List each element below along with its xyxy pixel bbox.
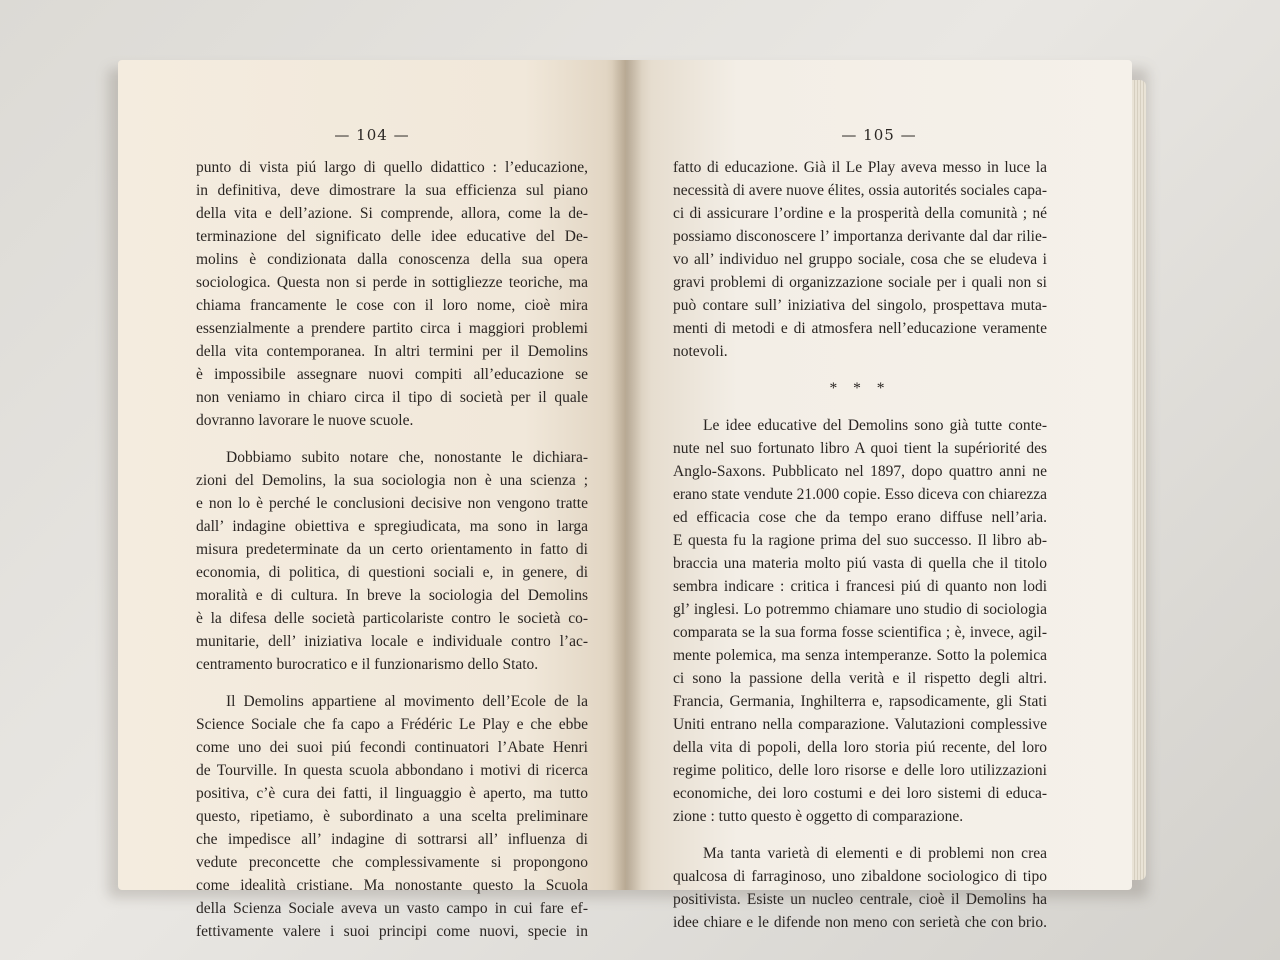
text-line: Anglo-Saxons. Pubblicato nel 1897, dopo quattro anni ne — [673, 463, 1047, 480]
text-line: punto di vista piú largo di quello didattico : l’educazione, — [196, 159, 588, 176]
text-line: economia, di politica, di questioni sociali e, in genere, di — [196, 564, 588, 581]
text-line: dall’ indagine obiettiva e spregiudicata, ma sono in larga — [196, 518, 588, 535]
paragraph-gap — [673, 828, 1047, 842]
left-page — [118, 60, 626, 940]
text-line: ed efficacia cose che da tempo erano diffuse nell’aria. — [673, 509, 1047, 526]
text-line: della Scienza Sociale aveva un vasto campo in cui fare ef- — [196, 900, 588, 917]
text-line: ci di assicurare l’ordine e la prosperità della comunità ; né — [673, 205, 1047, 222]
left-page-text — [196, 156, 588, 943]
text-line: in definitiva, deve dimostrare la sua efficienza sul piano — [196, 182, 588, 199]
text-line: positivista. Esiste un nucleo centrale, cioè il Demolins ha — [673, 891, 1047, 908]
paragraph-gap — [196, 676, 588, 690]
text-line: misura predeterminate da un certo orientamento in fatto di — [196, 541, 588, 558]
paragraph-gap — [673, 400, 1047, 414]
text-line: può contare sull’ iniziativa del singolo, prospettava muta- — [673, 297, 1047, 314]
page-number-104: — 104 — — [334, 126, 410, 144]
text-line: nute nel suo fortunato libro A quoi tient la supériorité des — [673, 440, 1047, 457]
paragraph-gap — [196, 432, 588, 446]
text-line: Dobbiamo subito notare che, nonostante le dichiara- — [226, 449, 588, 466]
text-line: Ma tanta varietà di elementi e di problemi non crea — [703, 845, 1047, 862]
section-separator: * * * — [829, 380, 891, 397]
book-gutter — [612, 60, 642, 890]
text-line: come idealità cristiane. Ma nonostante questo la Scuola — [196, 877, 588, 894]
text-line: gravi problemi di organizzazione sociale per i quali non si — [673, 274, 1047, 291]
text-line: zione : tutto questo è oggetto di comparazione. — [673, 808, 964, 825]
text-line: non veniamo in chiaro circa il tipo di società per il quale — [196, 389, 588, 406]
text-line: e non lo è perché le conclusioni decisive non vengono tratte — [196, 495, 588, 512]
text-line: necessità di avere nuove élites, ossia autorités sociales capa- — [673, 182, 1048, 199]
text-line: molins è condizionata dalla conoscenza della sua opera — [196, 251, 588, 268]
text-line: centramento burocratico e il funzionarismo dello Stato. — [196, 656, 539, 673]
text-line: zioni del Demolins, la sua sociologia non è una scienza ; — [196, 472, 588, 489]
text-line: terminazione del significato delle idee educative del De- — [196, 228, 588, 245]
text-line: fatto di educazione. Già il Le Play aveva messo in luce la — [673, 159, 1047, 176]
text-line: dovranno lavorare le nuove scuole. — [196, 412, 414, 429]
text-line: idee chiare e le difende non meno con serietà che con brio. — [673, 914, 1047, 931]
text-line: positiva, c’è cura dei fatti, il linguaggio è aperto, ma tutto — [196, 785, 588, 802]
text-line: è impossibile assegnare nuovi compiti all’educazione se — [196, 366, 588, 383]
text-line: questo, ripetiamo, è subordinato a una scelta preliminare — [196, 808, 588, 825]
text-line: Uniti entrano nella comparazione. Valutazioni complessive — [673, 716, 1047, 733]
paragraph-gap — [673, 363, 1047, 377]
text-line: gl’ inglesi. Lo potremmo chiamare uno studio di sociologia — [673, 601, 1047, 618]
text-line: come uno dei suoi piú fecondi continuatori l’Abate Henri — [196, 739, 588, 756]
text-line: che impedisce all’ indagine di sottrarsi all’ influenza di — [196, 831, 588, 848]
text-line: qualcosa di farraginoso, uno zibaldone sociologico di tipo — [673, 868, 1047, 885]
text-line: economiche, dei loro costumi e dei loro sistemi di educa- — [673, 785, 1047, 802]
text-line: Il Demolins appartiene al movimento dell’Ecole de la — [226, 693, 588, 710]
right-page-text — [673, 156, 1047, 934]
text-line: sembra indicare : critica i francesi piú di quanto non lodi — [673, 578, 1047, 595]
text-line: possiamo disconoscere l’ importanza derivante dal dar rilie- — [673, 228, 1047, 245]
text-line: fettivamente valere i suoi principi come nuovi, specie in — [196, 923, 588, 940]
right-page — [626, 60, 1132, 931]
text-line: braccia una materia molto piú vasta di quella che il titolo — [673, 555, 1047, 572]
text-line: chiama francamente le cose con il loro nome, cioè mira — [196, 297, 588, 314]
text-line: erano state vendute 21.000 copie. Esso diceva con chiarezza — [673, 486, 1047, 503]
text-line: vedute preconcette che complessivamente si propongono — [196, 854, 588, 871]
text-line: Le idee educative del Demolins sono già tutte conte- — [703, 417, 1047, 434]
text-line: vo all’ individuo nel gruppo sociale, cosa che se eludeva i — [673, 251, 1047, 268]
text-line: moralità e di cultura. In breve la sociologia del Demolins — [196, 587, 588, 604]
text-line: è la difesa delle società particolariste contro le società co- — [196, 610, 588, 627]
text-line: mente polemica, ma senza intemperanze. Sotto la polemica — [673, 647, 1047, 664]
text-line: della vita contemporanea. In altri termini per il Demolins — [196, 343, 588, 360]
text-line: Science Sociale che fa capo a Frédéric Le Play e che ebbe — [196, 716, 588, 733]
text-line: Francia, Germania, Inghilterra e, rapsodicamente, gli Stati — [673, 693, 1047, 710]
text-line: notevoli. — [673, 343, 728, 360]
text-line: E questa fu la ragione prima del suo successo. Il libro ab- — [673, 532, 1047, 549]
text-line: de Tourville. In questa scuola abbondano i motivi di ricerca — [196, 762, 588, 779]
page-number-105: — 105 — — [841, 126, 917, 144]
text-line: munitarie, dell’ iniziativa locale e individuale contro l’ac- — [196, 633, 588, 650]
text-line: menti di metodi e di atmosfera nell’educazione veramente — [673, 320, 1047, 337]
text-line: regime politico, delle loro risorse e delle loro utilizzazioni — [673, 762, 1047, 779]
text-line: della vita e dell’azione. Si comprende, allora, come la de- — [196, 205, 588, 222]
text-line: comparata se la sua forma fosse scientifica ; è, invece, agil- — [673, 624, 1047, 641]
text-line: essenzialmente a prendere partito circa i maggiori problemi — [196, 320, 588, 337]
text-line: sociologica. Questa non si perde in sottigliezze teoriche, ma — [196, 274, 588, 291]
text-line: della vita di popoli, della loro storia piú recente, del loro — [673, 739, 1047, 756]
text-line: ci sono la passione della verità e il rispetto degli altri. — [673, 670, 1047, 687]
